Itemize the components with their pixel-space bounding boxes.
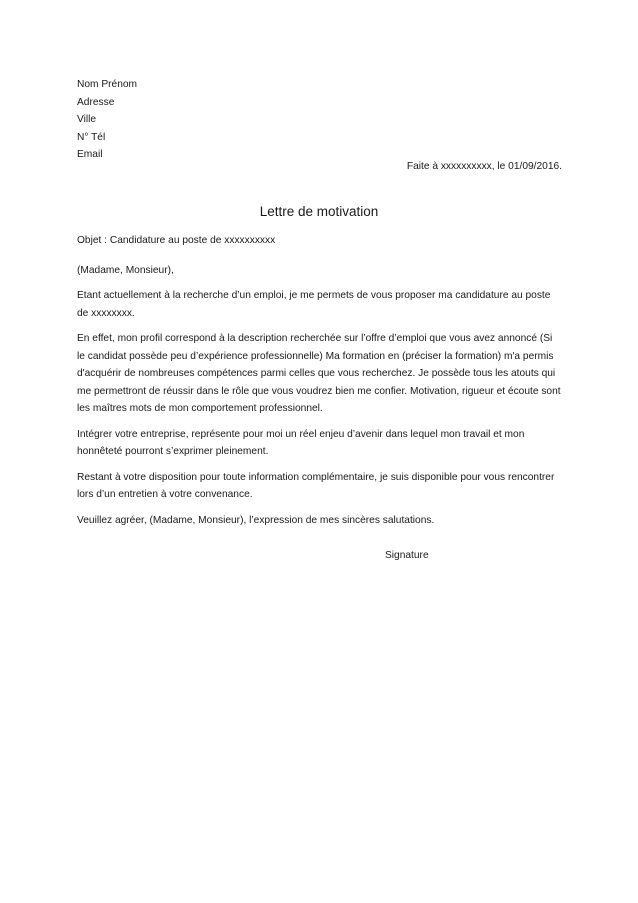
paragraph-availability: Restant à votre disposition pour toute information complémentaire, je suis disponible pour vous rencontrer lors d’un entretien à votre convenance. [77, 471, 555, 500]
sender-city: Ville [77, 114, 97, 125]
letter-body [77, 232, 563, 537]
paragraph-intro: Etant actuellement à la recherche d’un emploi, je me permets de vous proposer ma candidature au poste de xxxxxxxx. [77, 290, 551, 319]
sender-block [77, 76, 137, 164]
sender-address: Adresse [77, 96, 115, 108]
sender-name: Nom Prénom [77, 79, 138, 90]
paragraph-profile: En effet, mon profil correspond à la description recherchée sur l’offre d’emploi que vous avez annoncé (Si le candidat possède peu d’expérience professionnelle) Ma formation en (préciser la formation) m'a permis d'acquérir de nombreuses compétences parmi celles que vous recherchez. Je possède tous les atouts qui me permettront de réussir dans le rôle que vous voudrez bien me confier. Motivation, rigueur et écoute sont les maîtres mots de mon comportement professionnel. [77, 333, 561, 414]
salutation: (Madame, Monsieur), [77, 264, 174, 276]
paragraph-company: Intégrer votre entreprise, représente pour moi un réel enjeu d’avenir dans lequel mon travail et mon honnêteté pourront s’exprimer pleinement. [77, 428, 525, 457]
paragraph-closing: Veuillez agréer, (Madame, Monsieur), l’expression de mes sincères salutations. [77, 514, 435, 526]
date-line: Faite à xxxxxxxxxx, le 01/09/2016. [406, 161, 562, 172]
sender-email: Email [77, 149, 103, 160]
sender-phone: N° Tél [77, 131, 106, 143]
signature: Signature [385, 550, 429, 561]
letter-title: Lettre de motivation [259, 204, 379, 219]
subject-line: Objet : Candidature au poste de xxxxxxxxxx [77, 235, 276, 246]
